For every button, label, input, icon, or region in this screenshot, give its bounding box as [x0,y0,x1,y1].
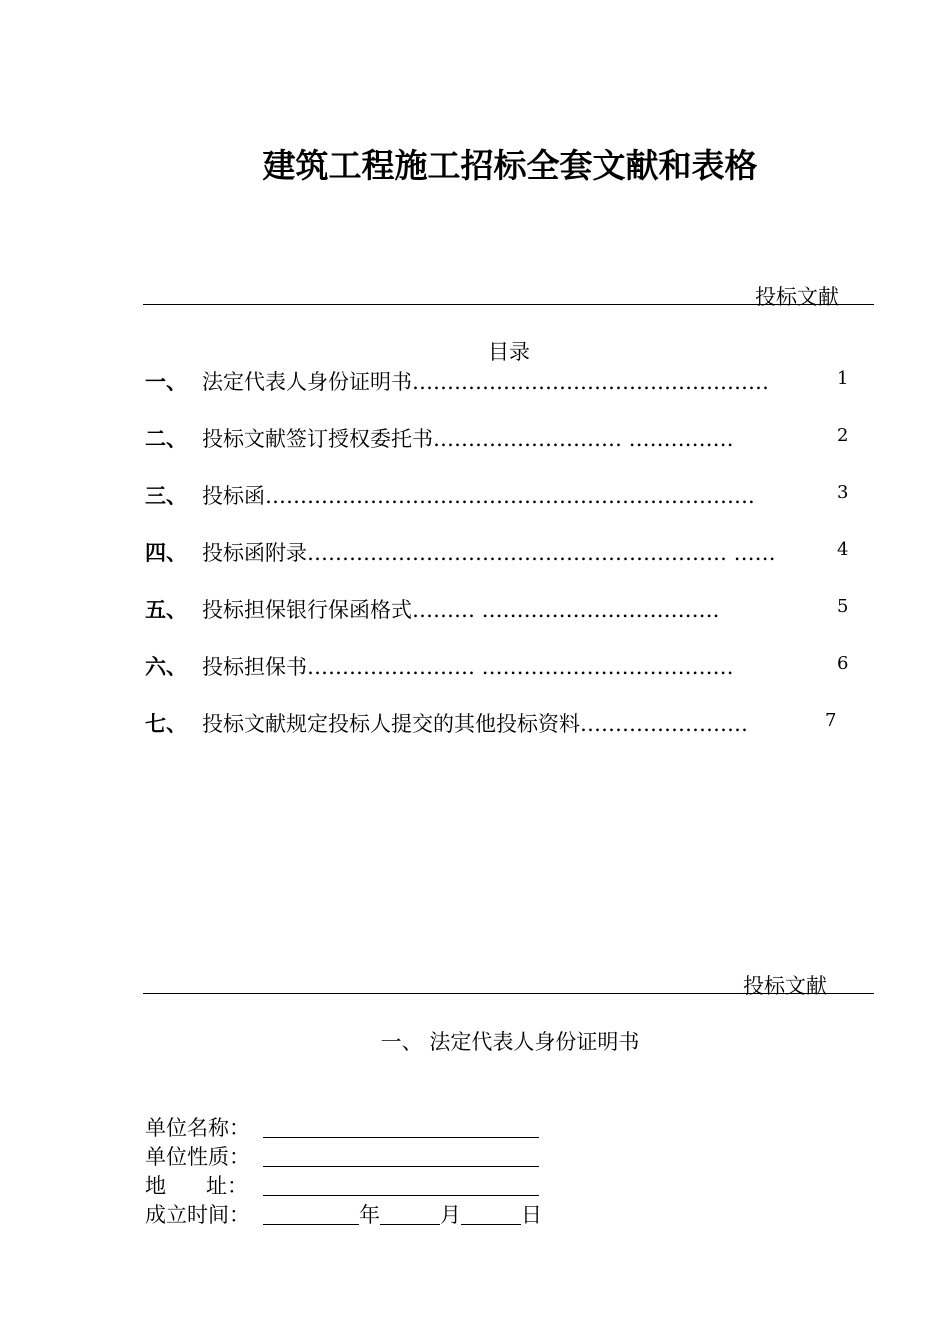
page-header-label: 投标文献 [755,285,839,309]
toc-item-label: 投标函附录…………………………………………………… …… [202,541,776,565]
year-label: 年 [359,1203,380,1227]
header-rule [143,304,874,305]
toc-item-label: 投标文献规定投标人提交的其他投标资料…………………… [202,712,748,736]
toc-item-page: 1 [837,368,849,389]
field-label: 单位名称： [145,1116,250,1140]
toc-item-number: 二、 [145,426,187,451]
toc-item-label: 法定代表人身份证明书…………………………………………… [202,370,769,394]
toc-leader-dots: …………………… ……………………………… [307,655,734,679]
blank-line [263,1117,539,1138]
toc-item-page: 6 [837,653,849,674]
toc-item-label: 投标担保银行保函格式……… ……………………………. [202,598,720,622]
field-label: 地 址： [145,1174,249,1198]
toc-item [145,537,850,567]
blank-line [263,1146,539,1167]
page-header-label: 投标文献 [743,974,827,998]
toc-item-label: 投标函……………………………………………………………. [202,484,755,508]
document-title: 建筑工程施工招标全套文献和表格 [262,146,758,185]
toc-leader-dots: …………………………………………………… …… [307,541,776,565]
toc-leader-dots: …………………… [580,712,748,736]
toc-item-number: 六、 [145,654,187,679]
section-title: 一、 法定代表人身份证明书 [380,1030,640,1054]
toc-title: 目录 [488,340,530,364]
toc-item-number: 一、 [145,369,187,394]
blank-line [461,1204,521,1225]
blank-line [380,1204,440,1225]
toc-item-page: 5 [837,596,849,617]
header-rule [143,993,874,994]
toc-item [145,480,850,510]
toc-item [145,423,850,453]
toc-item-page: 7 [825,710,837,731]
blank-line [263,1175,539,1196]
month-label: 月 [440,1203,461,1227]
toc-item-page: 4 [837,539,849,560]
address-field [145,1170,539,1198]
unit-name-field [145,1112,539,1140]
toc-item-page: 3 [837,482,849,503]
toc-item-label: 投标担保书…………………… ……………………………… [202,655,734,679]
toc-item [145,651,850,681]
day-label: 日 [521,1203,542,1227]
field-label: 单位性质： [145,1145,250,1169]
toc-item-number: 五、 [145,597,187,622]
unit-nature-field [145,1141,539,1169]
toc-item-number: 四、 [145,540,187,565]
established-field [145,1199,542,1227]
blank-line [263,1204,359,1225]
toc-leader-dots: ……… ……………………………. [412,598,720,622]
toc-item-number: 三、 [145,483,187,508]
toc-item [145,594,850,624]
toc-leader-dots: ……………………… …………… [433,427,734,451]
field-label: 成立时间： [145,1203,250,1227]
toc-leader-dots: …………………………………………… [412,370,769,394]
toc-item-page: 2 [837,425,849,446]
toc-item [145,708,850,738]
toc-leader-dots: ……………………………………………………………. [265,484,755,508]
toc-item-label: 投标文献签订授权委托书……………………… …………… [202,427,734,451]
toc-item [145,366,850,396]
toc-item-number: 七、 [145,711,187,736]
